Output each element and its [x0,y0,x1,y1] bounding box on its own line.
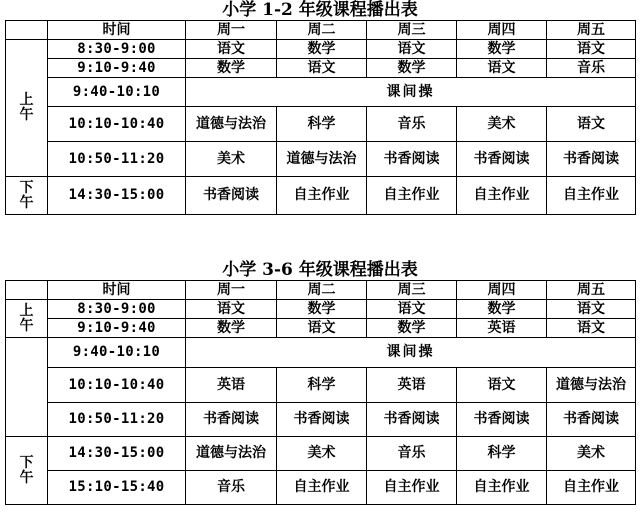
class-cell: 书香阅读 [457,403,547,437]
class-cell: 科学 [457,437,547,471]
schedule-table-grade-1-2 [5,20,636,215]
class-cell: 美术 [457,107,547,142]
class-cell: 数学 [367,319,457,338]
table-row [6,59,636,78]
schedule-title: 小学 1-2 年级课程播出表 [222,0,418,20]
class-cell: 道德与法治 [277,142,367,177]
class-cell: 自主作业 [277,471,367,505]
class-cell: 语文 [547,300,636,319]
time-slot: 9:40-10:10 [48,338,186,368]
table-row [6,142,636,177]
morning-label: 上 午 [6,40,48,177]
table-row [6,78,636,107]
class-cell: 自主作业 [367,471,457,505]
class-cell: 英语 [186,368,277,403]
class-cell: 语文 [367,300,457,319]
header-day: 周一 [186,281,277,300]
class-cell: 自主作业 [457,177,547,215]
time-slot: 9:40-10:10 [48,78,186,107]
break-cell: 课间操 [186,338,636,368]
class-cell: 书香阅读 [277,403,367,437]
header-day: 周四 [457,21,547,40]
class-cell: 语文 [277,59,367,78]
corner-cell [6,21,48,40]
time-slot: 10:50-11:20 [48,403,186,437]
header-day: 周五 [547,281,636,300]
header-row [6,281,636,300]
time-slot: 14:30-15:00 [48,437,186,471]
class-cell: 自主作业 [547,177,636,215]
class-cell: 道德与法治 [547,368,636,403]
class-cell: 语文 [367,40,457,59]
class-cell: 书香阅读 [367,142,457,177]
table-row [6,300,636,319]
corner-cell [6,281,48,300]
afternoon-label: 下 午 [6,437,48,505]
table-row [6,40,636,59]
header-day: 周五 [547,21,636,40]
time-slot: 9:10-9:40 [48,319,186,338]
class-cell: 自主作业 [277,177,367,215]
class-cell: 书香阅读 [367,403,457,437]
header-time: 时间 [48,281,186,300]
class-cell: 语文 [186,300,277,319]
table-row [6,338,636,368]
afternoon-label: 下 午 [6,177,48,215]
header-day: 周三 [367,21,457,40]
class-cell: 语文 [457,368,547,403]
class-cell: 语文 [186,40,277,59]
class-cell: 美术 [277,437,367,471]
class-cell: 数学 [186,59,277,78]
class-cell: 美术 [547,437,636,471]
header-day: 周二 [277,21,367,40]
header-time: 时间 [48,21,186,40]
morning-blank-cell [6,338,48,437]
class-cell: 音乐 [367,107,457,142]
break-cell: 课间操 [186,78,636,107]
class-cell: 数学 [277,300,367,319]
time-slot: 15:10-15:40 [48,471,186,505]
table-row [6,471,636,505]
table-row [6,177,636,215]
header-day: 周二 [277,281,367,300]
class-cell: 书香阅读 [547,403,636,437]
time-slot: 10:10-10:40 [48,368,186,403]
schedule-table-grade-3-6 [5,280,636,505]
class-cell: 书香阅读 [457,142,547,177]
class-cell: 音乐 [367,437,457,471]
time-slot: 10:10-10:40 [48,107,186,142]
class-cell: 自主作业 [457,471,547,505]
time-slot: 10:50-11:20 [48,142,186,177]
class-cell: 英语 [457,319,547,338]
class-cell: 数学 [186,319,277,338]
class-cell: 语文 [457,59,547,78]
schedule-title: 小学 3-6 年级课程播出表 [222,260,418,280]
table-row [6,319,636,338]
class-cell: 语文 [547,107,636,142]
class-cell: 美术 [186,142,277,177]
table-row [6,437,636,471]
table-row [6,403,636,437]
class-cell: 语文 [547,40,636,59]
header-day: 周三 [367,281,457,300]
class-cell: 科学 [277,107,367,142]
table-row [6,107,636,142]
class-cell: 数学 [277,40,367,59]
class-cell: 书香阅读 [547,142,636,177]
header-day: 周四 [457,281,547,300]
class-cell: 语文 [277,319,367,338]
class-cell: 科学 [277,368,367,403]
morning-label: 上 午 [6,300,48,338]
time-slot: 8:30-9:00 [48,300,186,319]
header-row [6,21,636,40]
class-cell: 自主作业 [367,177,457,215]
class-cell: 书香阅读 [186,403,277,437]
class-cell: 英语 [367,368,457,403]
class-cell: 道德与法治 [186,107,277,142]
header-day: 周一 [186,21,277,40]
table-row [6,368,636,403]
class-cell: 音乐 [547,59,636,78]
time-slot: 9:10-9:40 [48,59,186,78]
class-cell: 数学 [457,300,547,319]
class-cell: 数学 [457,40,547,59]
time-slot: 8:30-9:00 [48,40,186,59]
class-cell: 自主作业 [547,471,636,505]
class-cell: 书香阅读 [186,177,277,215]
class-cell: 道德与法治 [186,437,277,471]
class-cell: 数学 [367,59,457,78]
class-cell: 音乐 [186,471,277,505]
class-cell: 语文 [547,319,636,338]
time-slot: 14:30-15:00 [48,177,186,215]
